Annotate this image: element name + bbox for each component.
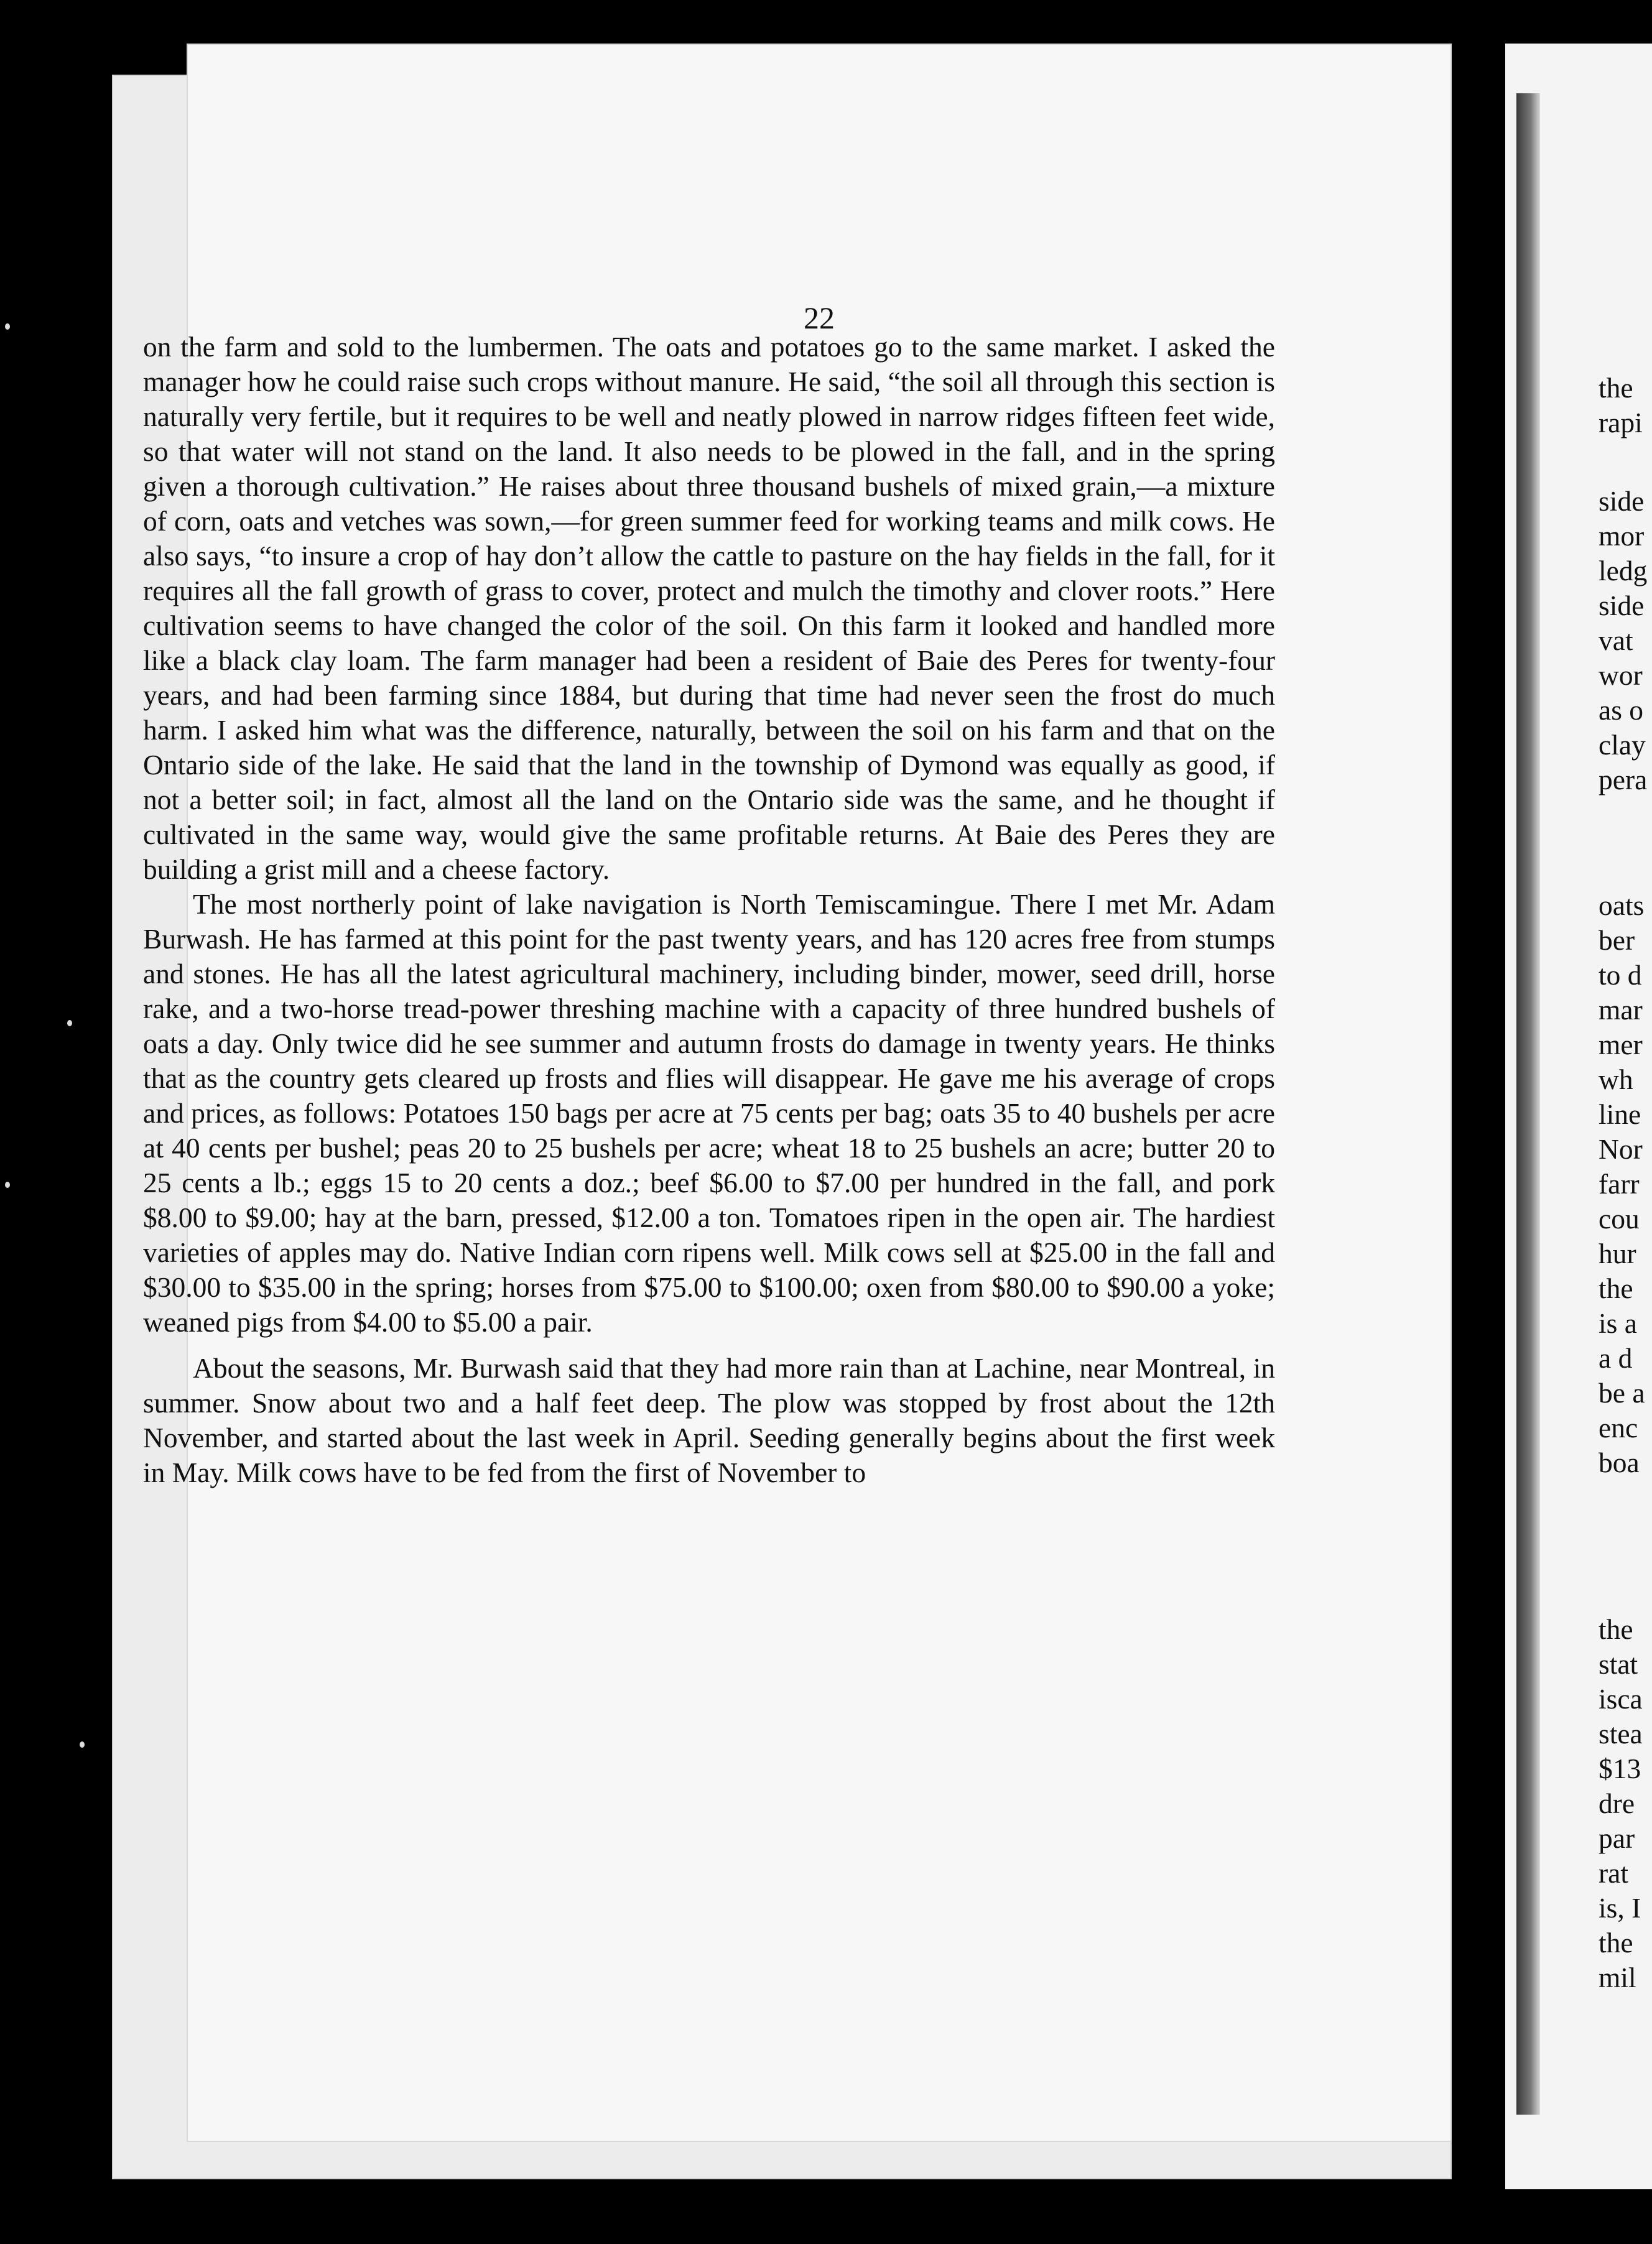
facing-line: clay: [1599, 729, 1646, 761]
facing-line: isca: [1599, 1683, 1643, 1715]
body-text: [143, 330, 1275, 1490]
facing-line: side: [1599, 485, 1645, 517]
facing-line: be a: [1599, 1377, 1645, 1409]
facing-line: hur: [1599, 1238, 1636, 1269]
facing-line: the: [1599, 1613, 1633, 1645]
facing-line: ber: [1599, 924, 1635, 956]
scan-spot: [5, 323, 10, 330]
facing-line: a d: [1599, 1342, 1633, 1374]
scan-spot: [80, 1741, 85, 1748]
facing-line: to d: [1599, 959, 1642, 991]
facing-line: mer: [1599, 1029, 1643, 1060]
facing-line: dre: [1599, 1787, 1635, 1819]
paragraph-2: The most northerly point of lake navigation is North Temiscamingue. There I met Mr. Adam Burwash. He has farmed at this point for the past twenty years, and has 120 acres free from stumps and stones. He has all the latest agricultural machinery, including binder, mower, seed drill, horse rake, and a two-horse tread-power threshing machine with a capacity of three hundred bushels of oats a day. Only twice did he see summer and autumn frosts do damage in twenty years. He thinks that as the country gets cleared up frosts and flies will disappear. He gave me his average of crops and prices, as follows: Potatoes 150 bags per acre at 75 cents per bag; oats 35 to 40 bushels per acre at 40 cents per bushel; peas 20 to 25 bushels per acre; wheat 18 to 25 bushels an acre; butter 20 to 25 cents a lb.; eggs 15 to 20 cents a doz.; beef $6.00 to $7.00 per hundred in the fall, and pork $8.00 to $9.00; hay at the barn, pressed, $12.00 a ton. Tomatoes ripen in the open air. The hardiest varieties of apples may do. Native Indian corn ripens well. Milk cows sell at $25.00 in the fall and $30.00 to $35.00 in the spring; horses from $75.00 to $100.00; oxen from $80.00 to $90.00 a yoke; weaned pigs from $4.00 to $5.00 a pair.: [143, 888, 1275, 1338]
facing-line: mar: [1599, 994, 1643, 1026]
facing-line: wor: [1599, 659, 1643, 691]
facing-line: as o: [1599, 694, 1644, 726]
paragraph-3: About the seasons, Mr. Burwash said that they had more rain than at Lachine, near Montreal, in summer. Snow about two and a half feet deep. The plow was stopped by frost about the 12th November, and started about the last week in April. Seeding generally begins about the first week in May. Milk cows have to be fed from the first of November to: [143, 1352, 1275, 1488]
scan-spot: [5, 1182, 10, 1188]
page-binding: [1516, 93, 1540, 2115]
facing-line: ledg: [1599, 555, 1648, 586]
facing-line: cou: [1599, 1203, 1640, 1235]
facing-line: side: [1599, 590, 1645, 621]
facing-line: stat: [1599, 1648, 1638, 1680]
facing-line: boa: [1599, 1447, 1640, 1478]
facing-line: rat: [1599, 1857, 1628, 1889]
facing-line: wh: [1599, 1064, 1633, 1095]
facing-line: pera: [1599, 764, 1648, 795]
facing-line: is a: [1599, 1307, 1637, 1339]
facing-line: Nor: [1599, 1133, 1643, 1165]
paragraph-1: on the farm and sold to the lumbermen. The oats and potatoes go to the same market. I asked the manager how he could raise such crops without manure. He said, “the soil all through this section is naturally very fertile, but it requires to be well and neatly plowed in narrow ridges fifteen feet wide, so that water will not stand on the land. It also needs to be plowed in the fall, and in the spring given a thorough cultivation.” He raises about three thousand bushels of mixed grain,—a mixture of corn, oats and vetches was sown,—for green summer feed for working teams and milk cows. He also says, “to insure a crop of hay don’t allow the cattle to pasture on the hay fields in the fall, for it requires all the fall growth of grass to cover, protect and mulch the timothy and clover roots.” Here cultivation seems to have changed the color of the soil. On this farm it looked and handled more like a black clay loam. The farm manager had been a resident of Baie des Peres for twenty-four years, and had been farming since 1884, but during that time had never seen the frost do much harm. I asked him what was the difference, naturally, between the soil on his farm and that on the Ontario side of the lake. He said that the land in the township of Dymond was equally as good, if not a better soil; in fact, almost all the land on the Ontario side was the same, and he thought if cultivated in the same way, would give the same profitable returns. At Baie des Peres they are building a grist mill and a cheese factory.: [143, 331, 1275, 885]
facing-line: is, I: [1599, 1892, 1641, 1924]
scan-spot: [67, 1020, 72, 1026]
facing-line: stea: [1599, 1718, 1643, 1750]
facing-line: line: [1599, 1098, 1641, 1130]
facing-line: the: [1599, 1927, 1633, 1959]
facing-line: enc: [1599, 1412, 1638, 1444]
facing-line: $13: [1599, 1753, 1641, 1784]
facing-line: par: [1599, 1822, 1635, 1854]
facing-line: vat: [1599, 624, 1633, 656]
facing-line: the: [1599, 1273, 1633, 1304]
facing-line: rapi: [1599, 407, 1643, 438]
facing-line: farr: [1599, 1168, 1640, 1200]
facing-line: mil: [1599, 1962, 1636, 1993]
page-number: 22: [804, 300, 835, 335]
facing-line: the: [1599, 372, 1633, 404]
facing-line: oats: [1599, 889, 1645, 921]
facing-line: mor: [1599, 520, 1645, 552]
